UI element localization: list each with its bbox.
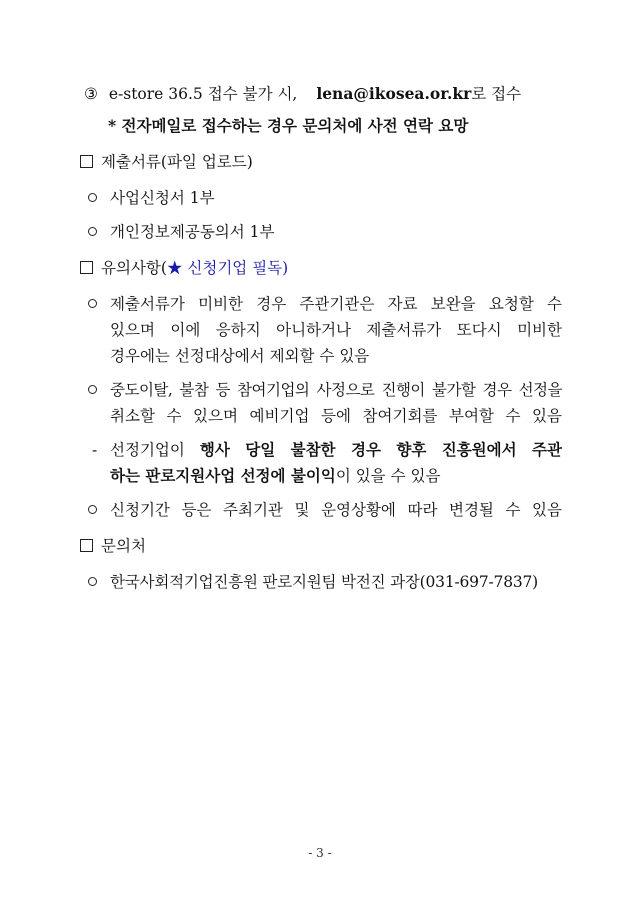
section-notice-highlight: ★ 신청기업 필독) [166,259,289,277]
notice-item-3: 신청기간 등은 주최기관 및 운영상황에 따라 변경될 수 있음 [110,501,562,519]
item-3-suffix: 로 접수 [471,85,522,103]
notice-item-2-line-1: 중도이탈, 불참 등 참여기업의 사정으로 진행이 불가할 경우 선정을 [110,381,562,399]
notice-sub-line-1 [110,440,562,460]
sub-bold-text: 하는 판로지원사업 선정에 불이익 [110,466,336,485]
list-item [88,222,275,242]
list-item [88,572,538,592]
list-item-text: 사업신청서 1부 [110,189,215,207]
square-bullet-icon [80,539,93,552]
section-notice-heading [80,258,288,278]
notice-item-1-line-2: 있으며 이에 응하지 아니하거나 제출서류가 또다시 미비한 [110,321,562,339]
sub-bold-text: 행사 당일 불참한 경우 향후 진흥원에서 주관 [199,440,562,459]
list-item [88,500,110,520]
circle-bullet-icon [88,227,97,236]
page-number: - 3 - [308,846,332,860]
list-item [88,188,215,208]
item-3-prefix: e-store 36.5 접수 불가 시, [108,85,298,103]
notice-item-1-line-1: 제출서류가 미비한 경우 주관기관은 자료 보완을 요청할 수 [110,295,562,313]
contact-text: 한국사회적기업진흥원 판로지원팀 박전진 과장(031-697-7837) [110,573,539,591]
square-bullet-icon [80,261,93,274]
sub-text: 선정기업이 [110,441,200,459]
email-note: * 전자메일로 접수하는 경우 문의처에 사전 연락 요망 [108,116,469,135]
circle-bullet-icon [88,193,97,202]
circle-bullet-icon [88,505,97,514]
list-item [88,380,110,400]
square-bullet-icon [80,155,93,168]
section-documents-title: 제출서류(파일 업로드) [101,153,253,171]
sub-text: 이 있을 수 있음 [335,467,441,485]
notice-sub-line-2 [110,466,440,486]
item-3-row [84,84,521,104]
circle-bullet-icon [88,299,97,308]
circle-bullet-icon [88,385,97,394]
section-contact-heading [80,536,146,556]
circle-bullet-icon [88,577,97,586]
notice-item-1-line-3: 경우에는 선정대상에서 제외할 수 있음 [110,347,370,365]
circled-number: ③ [84,85,98,103]
notice-item-2-line-2: 취소할 수 있으며 예비기업 등에 참여기회를 부여할 수 있음 [110,407,562,425]
list-item-text: 개인정보제공동의서 1부 [110,223,275,241]
list-item [88,294,110,314]
section-documents-heading [80,152,253,172]
section-contact-title: 문의처 [101,537,146,555]
notice-sub-dash: - [92,441,98,459]
section-notice-title: 유의사항( [101,259,167,277]
email-link[interactable]: lena@ikosea.or.kr [316,84,472,103]
